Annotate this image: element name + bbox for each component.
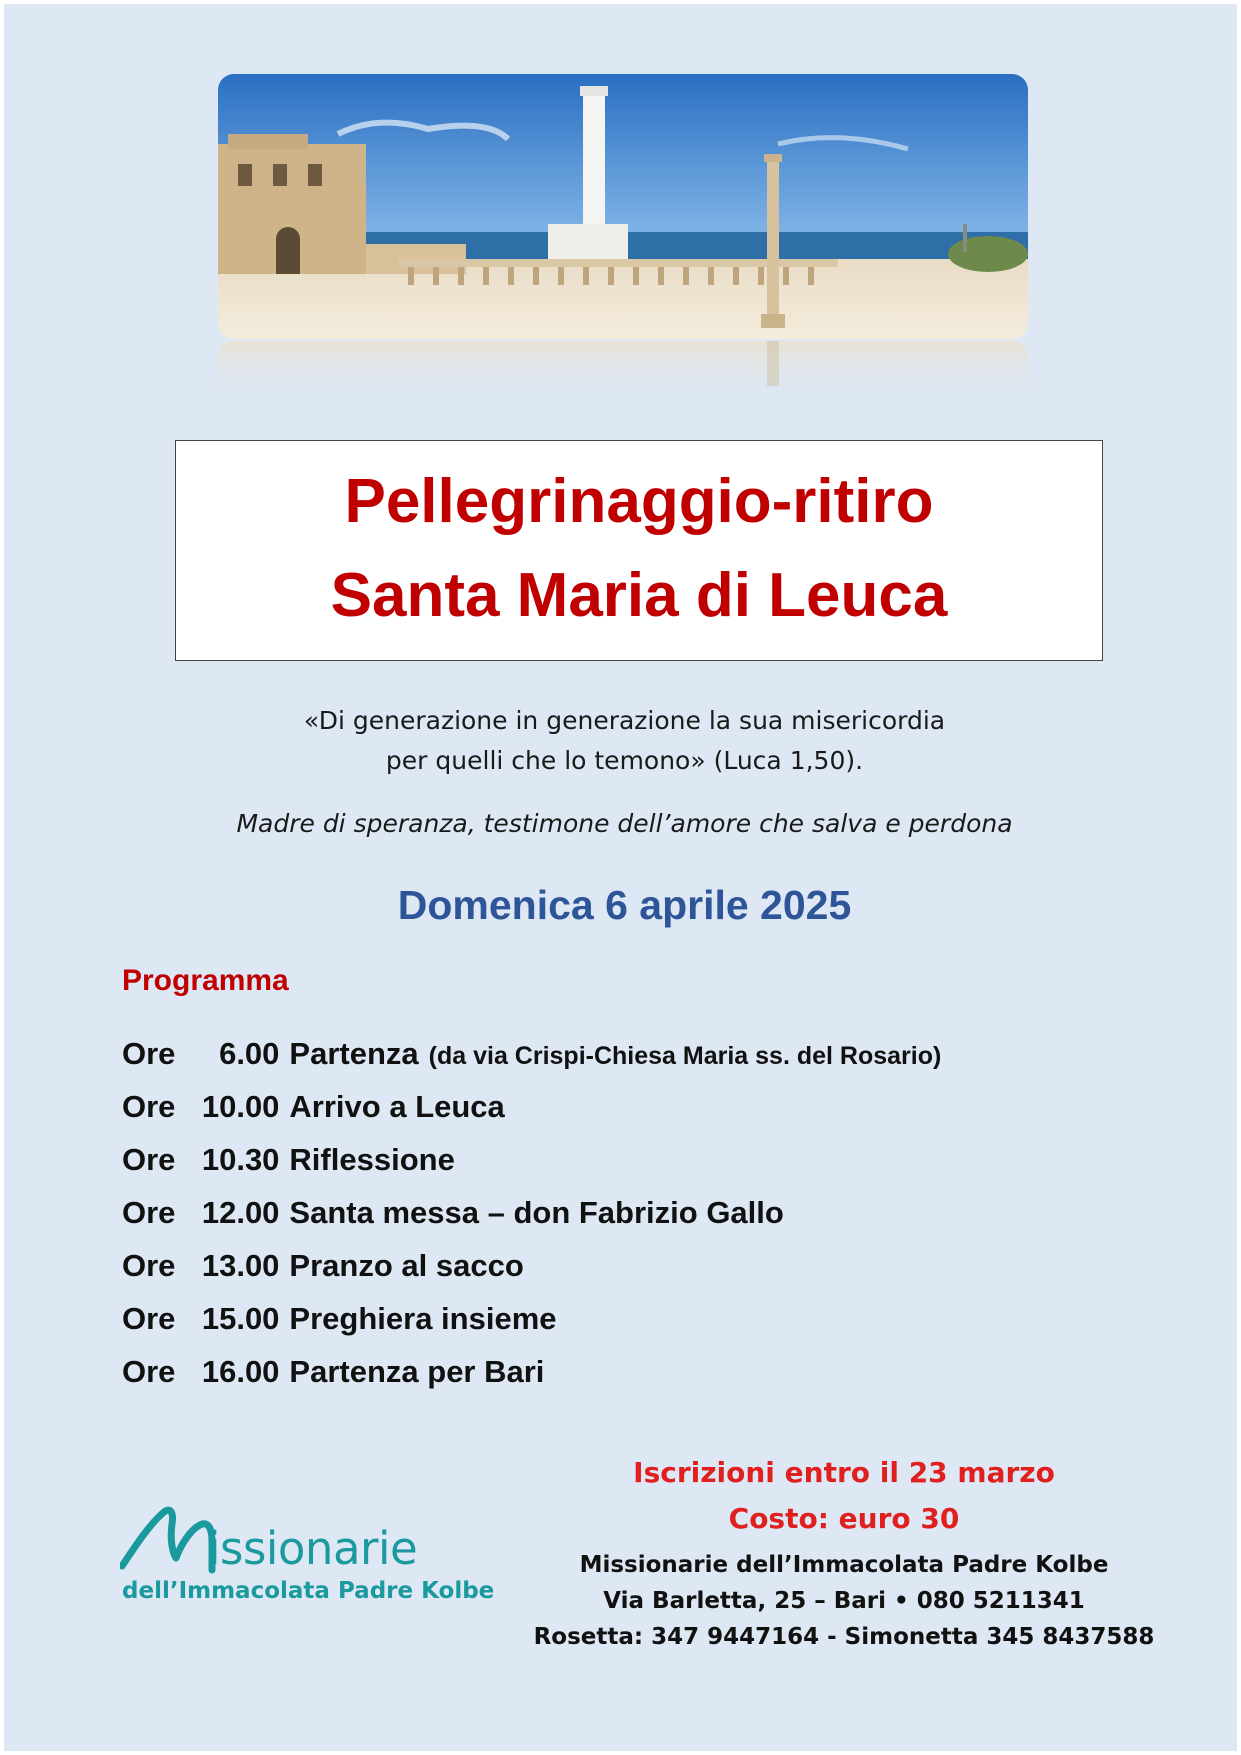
program-item-time: 6.00 bbox=[219, 1036, 280, 1071]
photo-reflection bbox=[218, 341, 1028, 411]
program-item-time: 12.00 bbox=[201, 1195, 280, 1230]
header-photo bbox=[218, 74, 1028, 411]
event-date: Domenica 6 aprile 2025 bbox=[397, 882, 852, 928]
title-line-2: Santa Maria di Leuca bbox=[330, 561, 948, 630]
program-item-text: Pranzo al sacco bbox=[289, 1248, 524, 1283]
program-item-ore: Ore bbox=[122, 1248, 176, 1283]
program-item-text: Santa messa – don Fabrizio Gallo bbox=[289, 1195, 784, 1230]
program-item bbox=[122, 1299, 941, 1352]
program-item-time: 15.00 bbox=[201, 1301, 280, 1336]
program-item-time: 10.00 bbox=[201, 1089, 280, 1124]
registration-cost: Costo: euro 30 bbox=[728, 1502, 960, 1535]
quote-line-1: «Di generazione in generazione la sua misericordia bbox=[303, 706, 946, 735]
logo-sub-text: dell’Immacolata Padre Kolbe bbox=[122, 1578, 495, 1604]
motto: Madre di speranza, testimone dell’amore che salva e perdona bbox=[236, 809, 1013, 838]
flyer-page bbox=[4, 4, 1237, 1751]
program-item-ore: Ore bbox=[122, 1301, 176, 1336]
contact-address: Via Barletta, 25 – Bari • 080 5211341 bbox=[603, 1588, 1085, 1614]
program-item-ore: Ore bbox=[122, 1195, 176, 1230]
program-item-ore: Ore bbox=[122, 1036, 176, 1071]
lighthouse-photo bbox=[218, 74, 1028, 339]
program-item bbox=[122, 1140, 941, 1193]
program-item bbox=[122, 1034, 941, 1087]
program-list bbox=[122, 1034, 941, 1405]
program-item bbox=[122, 1087, 941, 1140]
contact-org: Missionarie dell’Immacolata Padre Kolbe bbox=[579, 1552, 1109, 1578]
registration-deadline: Iscrizioni entro il 23 marzo bbox=[633, 1456, 1055, 1489]
contact-phones: Rosetta: 347 9447164 - Simonetta 345 8437588 bbox=[533, 1624, 1155, 1650]
program-item-time: 10.30 bbox=[201, 1142, 280, 1177]
logo-main-text: issionarie bbox=[208, 1522, 418, 1575]
program-item-ore: Ore bbox=[122, 1089, 176, 1124]
program-item-time: 13.00 bbox=[201, 1248, 280, 1283]
program-item-text: Partenza per Bari bbox=[289, 1354, 545, 1389]
quote-line-2: per quelli che lo temono» (Luca 1,50). bbox=[385, 746, 864, 775]
program-item-ore: Ore bbox=[122, 1354, 176, 1389]
program-item-time: 16.00 bbox=[201, 1354, 280, 1389]
program-heading: Programma bbox=[122, 964, 289, 997]
program-item-text: Partenza bbox=[289, 1036, 419, 1071]
program-item-note: (da via Crispi-Chiesa Maria ss. del Rosario) bbox=[428, 1042, 942, 1070]
program-item-ore: Ore bbox=[122, 1142, 176, 1177]
program-item bbox=[122, 1246, 941, 1299]
program-item-text: Arrivo a Leuca bbox=[289, 1089, 505, 1124]
program-item-text: Riflessione bbox=[289, 1142, 455, 1177]
title-line-1: Pellegrinaggio-ritiro bbox=[344, 467, 934, 536]
program-item bbox=[122, 1352, 941, 1405]
program-item-text: Preghiera insieme bbox=[289, 1301, 557, 1336]
title-box bbox=[175, 440, 1103, 661]
program-item bbox=[122, 1193, 941, 1246]
missionarie-logo bbox=[120, 1502, 495, 1612]
